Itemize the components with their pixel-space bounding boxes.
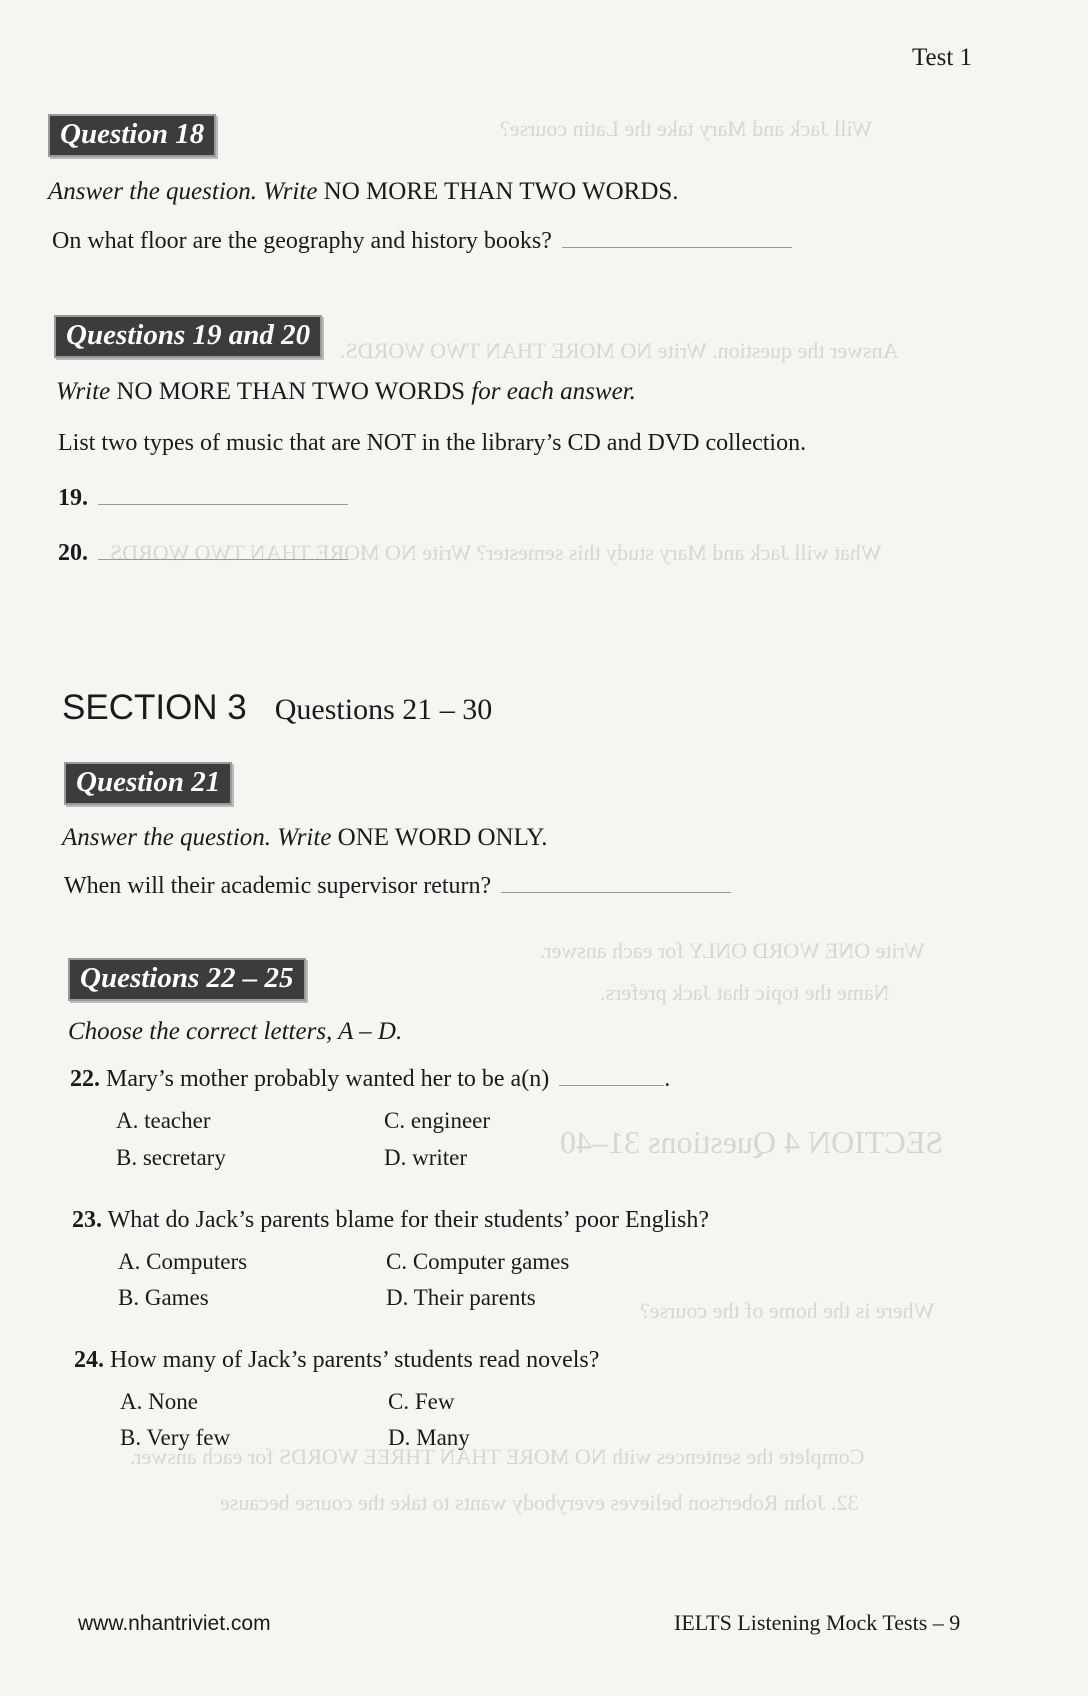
q18-question: On what floor are the geography and history books?: [52, 228, 792, 255]
footer-book-title: IELTS Listening Mock Tests – 9: [674, 1610, 961, 1635]
bleed-through: What will Jack and Mary study this semester? Write NO MORE THAN TWO WORDS: [110, 540, 882, 565]
q18-instruction: Answer the question. Write NO MORE THAN TWO WORDS.: [48, 178, 679, 205]
question-22: 22. Mary’s mother probably wanted her to be a(n) .: [70, 1066, 671, 1092]
q24-option-b[interactable]: B. Very few: [120, 1425, 231, 1450]
answer-blank-21[interactable]: [501, 891, 731, 893]
item-20: 20.: [58, 540, 348, 567]
bleed-through: Name the topic that Jack prefers.: [600, 980, 890, 1005]
q22-option-c[interactable]: C. engineer: [384, 1108, 491, 1133]
q21-question: When will their academic supervisor return?: [64, 873, 731, 900]
question-24: 24. How many of Jack’s parents’ students read novels?: [74, 1347, 600, 1373]
bleed-through: SECTION 4 Questions 31–40: [560, 1124, 944, 1160]
bleed-through: Answer the question. Write NO MORE THAN TWO WORDS.: [340, 338, 899, 363]
q24-option-a[interactable]: A. None: [120, 1389, 198, 1414]
q23-option-b[interactable]: B. Games: [118, 1285, 209, 1310]
q23-option-a[interactable]: A. Computers: [118, 1249, 248, 1274]
q19-20-question: List two types of music that are NOT in the library’s CD and DVD collection.: [58, 430, 807, 456]
q24-option-d[interactable]: D. Many: [388, 1425, 470, 1450]
question-18-label: Question 18: [48, 114, 216, 157]
section-3-title: SECTION 3 Questions 21 – 30: [62, 688, 493, 727]
q22-option-a[interactable]: A. teacher: [116, 1108, 211, 1133]
q23-option-d[interactable]: D. Their parents: [386, 1285, 536, 1310]
footer-website: www.nhantriviet.com: [78, 1612, 271, 1635]
answer-blank-22[interactable]: [559, 1084, 664, 1086]
bleed-through: Will Jack and Mary take the Latin course?: [500, 116, 873, 141]
answer-blank-19[interactable]: [98, 503, 348, 505]
bleed-through: Where is the home of the course?: [640, 1298, 935, 1323]
answer-blank-20[interactable]: [98, 558, 348, 560]
item-19: 19.: [58, 485, 348, 512]
question-19-20-label: Questions 19 and 20: [54, 315, 322, 358]
q23-option-c[interactable]: C. Computer games: [386, 1249, 570, 1274]
bleed-through: Write ONE WORD ONLY for each answer.: [540, 938, 925, 963]
bleed-through: 32. John Robertson believes everybody wants to take the course because: [220, 1490, 859, 1515]
question-23: 23. What do Jack’s parents blame for their students’ poor English?: [72, 1207, 709, 1233]
q24-option-c[interactable]: C. Few: [388, 1389, 455, 1414]
question-21-label: Question 21: [64, 762, 232, 805]
q19-20-instruction: Write NO MORE THAN TWO WORDS for each answer.: [56, 378, 636, 405]
q22-option-d[interactable]: D. writer: [384, 1145, 468, 1170]
running-header: Test 1: [912, 44, 973, 71]
q22-option-b[interactable]: B. secretary: [116, 1145, 226, 1170]
bleed-through: Complete the sentences with NO MORE THAN THREE WORDS for each answer.: [130, 1444, 865, 1469]
question-22-25-label: Questions 22 – 25: [68, 958, 306, 1001]
answer-blank-18[interactable]: [562, 246, 792, 248]
q21-instruction: Answer the question. Write ONE WORD ONLY.: [62, 824, 548, 851]
q22-25-instruction: Choose the correct letters, A – D.: [68, 1018, 403, 1045]
